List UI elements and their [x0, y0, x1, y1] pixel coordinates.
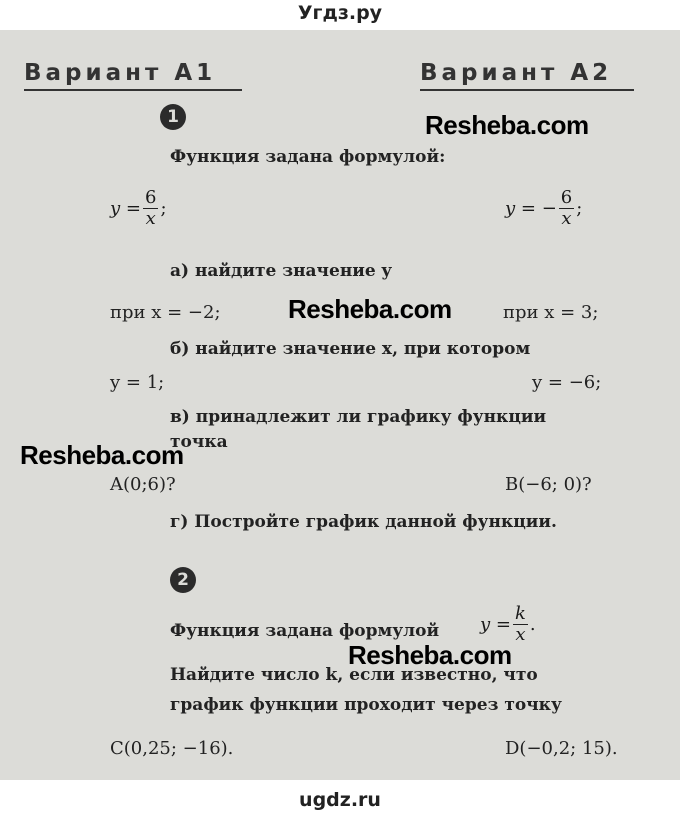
- fraction-denominator: x: [145, 208, 156, 229]
- task1-number-badge: 1: [160, 104, 186, 130]
- task1-a1-formula: [110, 188, 167, 229]
- fraction: [513, 604, 528, 645]
- watermark-2: Resheba.com: [288, 294, 452, 324]
- task2-a2-point: D(−0,2; 15).: [505, 738, 618, 759]
- formula-lhs: y = −: [505, 198, 557, 219]
- task1-a2-part-c-point: B(−6; 0)?: [505, 474, 592, 495]
- task1-a2-part-b-value: y = −6;: [532, 372, 602, 393]
- watermark-4: Resheba.com: [348, 640, 512, 670]
- fraction: [559, 188, 574, 229]
- formula-tail: ;: [160, 198, 167, 219]
- task1-part-b: б) найдите значение x, при котором: [170, 339, 531, 359]
- formula-tail: ;: [576, 198, 583, 219]
- task1-intro: Функция задана формулой:: [170, 147, 446, 167]
- task1-part-c-line1: в) принадлежит ли графику функции: [170, 407, 547, 427]
- task2-number-badge: 2: [170, 567, 196, 593]
- task2-line3: график функции проходит через точку: [170, 695, 562, 715]
- task1-part-a: а) найдите значение y: [170, 261, 392, 281]
- formula-lhs: y =: [110, 198, 141, 219]
- fraction-numerator: 6: [560, 187, 573, 208]
- watermark-1: Resheba.com: [425, 110, 589, 140]
- task1-a1-part-c-point: A(0;6)?: [110, 474, 176, 495]
- task2-intro: Функция задана формулой: [170, 621, 440, 641]
- formula-lhs: y =: [480, 614, 511, 635]
- variant-a2-heading: Вариант А2: [420, 60, 634, 91]
- task1-part-c-line2: точка: [170, 432, 228, 452]
- fraction-denominator: x: [561, 208, 572, 229]
- fraction-numerator: k: [514, 603, 526, 624]
- fraction-numerator: 6: [144, 187, 157, 208]
- variant-a1-heading: Вариант А1: [24, 60, 242, 91]
- task2-formula: [480, 604, 536, 645]
- watermark-3: Resheba.com: [20, 440, 184, 470]
- fraction: [143, 188, 158, 229]
- task1-part-d: г) Постройте график данной функции.: [170, 512, 557, 532]
- site-header: Угдз.ру: [297, 2, 383, 24]
- task1-a1-part-b-value: y = 1;: [110, 372, 165, 393]
- site-footer: ugdz.ru: [299, 789, 381, 811]
- task2-a1-point: C(0,25; −16).: [110, 738, 234, 759]
- task1-a2-part-a-value: при x = 3;: [503, 302, 599, 323]
- formula-tail: .: [529, 614, 536, 635]
- task1-a2-formula: [505, 188, 582, 229]
- task1-a1-part-a-value: при x = −2;: [110, 302, 221, 323]
- fraction-denominator: x: [515, 624, 526, 645]
- task2-line2: Найдите число k, если известно, что: [170, 665, 538, 685]
